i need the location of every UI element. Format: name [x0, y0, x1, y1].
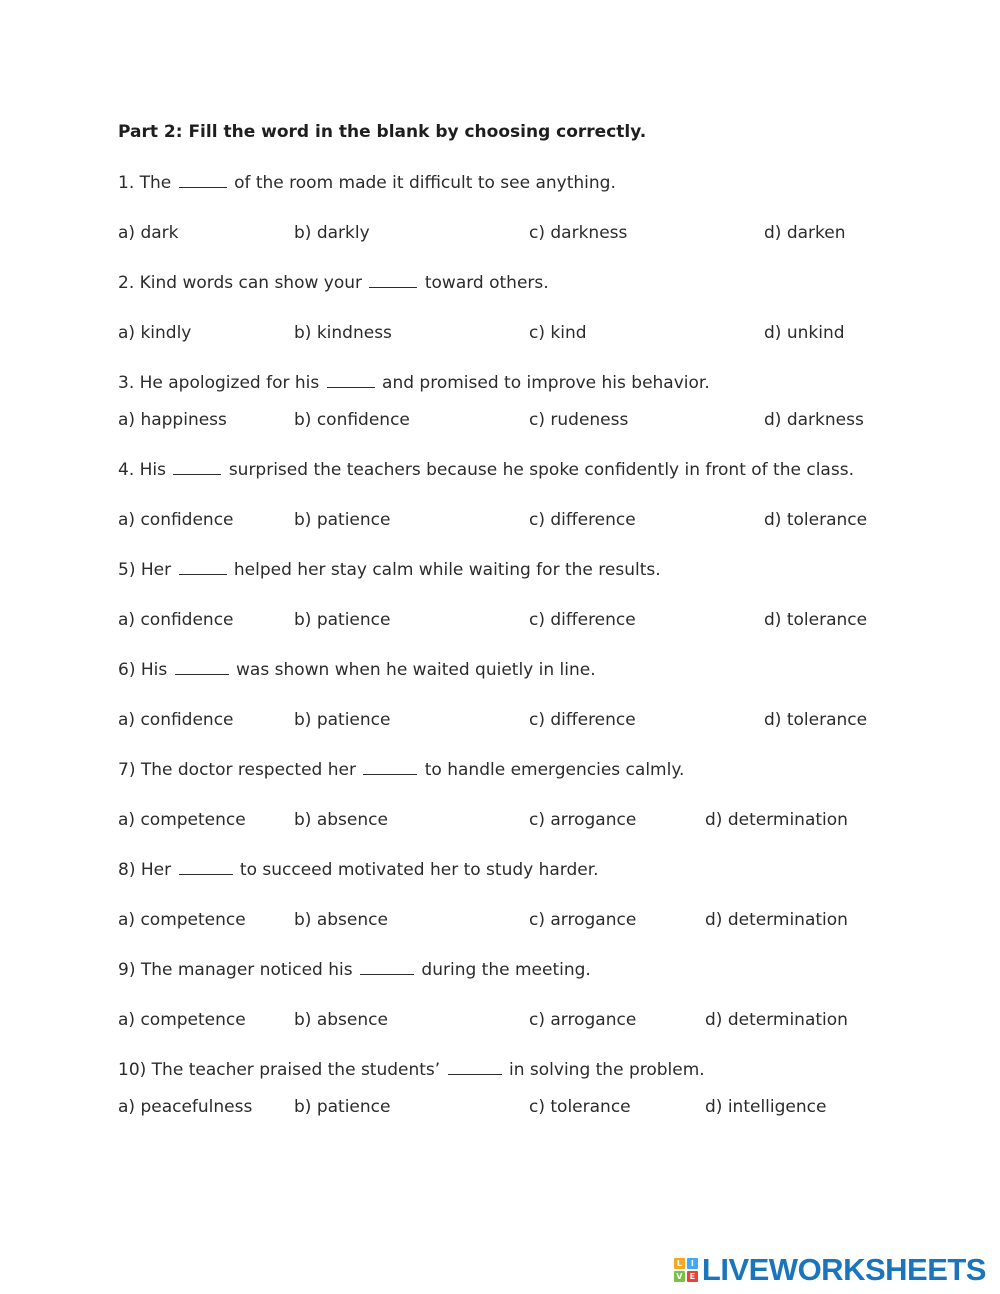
option-b[interactable]: b) patience — [294, 1097, 391, 1117]
option-b[interactable]: b) darkly — [294, 223, 370, 243]
option-d[interactable]: d) determination — [705, 1010, 848, 1030]
answer-blank[interactable] — [179, 561, 227, 575]
option-c[interactable]: c) difference — [529, 610, 636, 630]
option-a[interactable]: a) competence — [118, 810, 246, 830]
option-d[interactable]: d) unkind — [764, 323, 845, 343]
question-5: 5) Her helped her stay calm while waiting for the results. — [118, 560, 661, 580]
question-4: 4. His surprised the teachers because he spoke confidently in front of the class. — [118, 460, 854, 480]
logo-tile-e: E — [687, 1271, 698, 1282]
question-6: 6) His was shown when he waited quietly in line. — [118, 660, 596, 680]
option-d[interactable]: d) tolerance — [764, 510, 868, 530]
logo-tile-v: V — [674, 1271, 685, 1282]
option-d[interactable]: d) intelligence — [705, 1097, 827, 1117]
answer-blank[interactable] — [179, 174, 227, 188]
question-9: 9) The manager noticed his during the meeting. — [118, 960, 591, 980]
option-a[interactable]: a) competence — [118, 910, 246, 930]
option-a[interactable]: a) dark — [118, 223, 179, 243]
option-c[interactable]: c) arrogance — [529, 910, 637, 930]
option-b[interactable]: b) confidence — [294, 410, 410, 430]
question-8: 8) Her to succeed motivated her to study harder. — [118, 860, 599, 880]
option-c[interactable]: c) darkness — [529, 223, 628, 243]
option-a[interactable]: a) happiness — [118, 410, 227, 430]
answer-blank[interactable] — [327, 374, 375, 388]
option-c[interactable]: c) difference — [529, 710, 636, 730]
option-b[interactable]: b) absence — [294, 1010, 388, 1030]
option-a[interactable]: a) peacefulness — [118, 1097, 253, 1117]
answer-blank[interactable] — [448, 1061, 502, 1075]
option-d[interactable]: d) tolerance — [764, 610, 868, 630]
option-d[interactable]: d) tolerance — [764, 710, 868, 730]
option-b[interactable]: b) patience — [294, 510, 391, 530]
option-c[interactable]: c) rudeness — [529, 410, 629, 430]
option-a[interactable]: a) confidence — [118, 610, 234, 630]
answer-blank[interactable] — [173, 461, 221, 475]
logo-tile-l: L — [674, 1258, 685, 1269]
logo-text: LIVEWORKSHEETS — [701, 1252, 986, 1287]
answer-blank[interactable] — [360, 961, 414, 975]
logo-tile-i: I — [687, 1258, 698, 1269]
answer-blank[interactable] — [369, 274, 417, 288]
liveworksheets-logo-icon — [674, 1258, 698, 1282]
answer-blank[interactable] — [363, 761, 417, 775]
option-c[interactable]: c) arrogance — [529, 810, 637, 830]
option-c[interactable]: c) tolerance — [529, 1097, 631, 1117]
option-b[interactable]: b) patience — [294, 610, 391, 630]
option-b[interactable]: b) kindness — [294, 323, 392, 343]
question-10: 10) The teacher praised the students’ in solving the problem. — [118, 1060, 705, 1080]
option-d[interactable]: d) darkness — [764, 410, 864, 430]
answer-blank[interactable] — [179, 861, 233, 875]
option-a[interactable]: a) kindly — [118, 323, 192, 343]
option-b[interactable]: b) absence — [294, 910, 388, 930]
option-b[interactable]: b) absence — [294, 810, 388, 830]
option-a[interactable]: a) competence — [118, 1010, 246, 1030]
option-c[interactable]: c) arrogance — [529, 1010, 637, 1030]
liveworksheets-logo — [674, 1254, 986, 1286]
question-3: 3. He apologized for his and promised to improve his behavior. — [118, 373, 710, 393]
option-b[interactable]: b) patience — [294, 710, 391, 730]
option-c[interactable]: c) kind — [529, 323, 587, 343]
question-7: 7) The doctor respected her to handle emergencies calmly. — [118, 760, 685, 780]
option-d[interactable]: d) darken — [764, 223, 846, 243]
option-d[interactable]: d) determination — [705, 910, 848, 930]
question-1: 1. The of the room made it difficult to see anything. — [118, 173, 616, 193]
option-d[interactable]: d) determination — [705, 810, 848, 830]
question-2: 2. Kind words can show your toward others. — [118, 273, 549, 293]
option-a[interactable]: a) confidence — [118, 710, 234, 730]
option-a[interactable]: a) confidence — [118, 510, 234, 530]
option-c[interactable]: c) difference — [529, 510, 636, 530]
answer-blank[interactable] — [175, 661, 229, 675]
worksheet-title: Part 2: Fill the word in the blank by choosing correctly. — [118, 122, 647, 142]
